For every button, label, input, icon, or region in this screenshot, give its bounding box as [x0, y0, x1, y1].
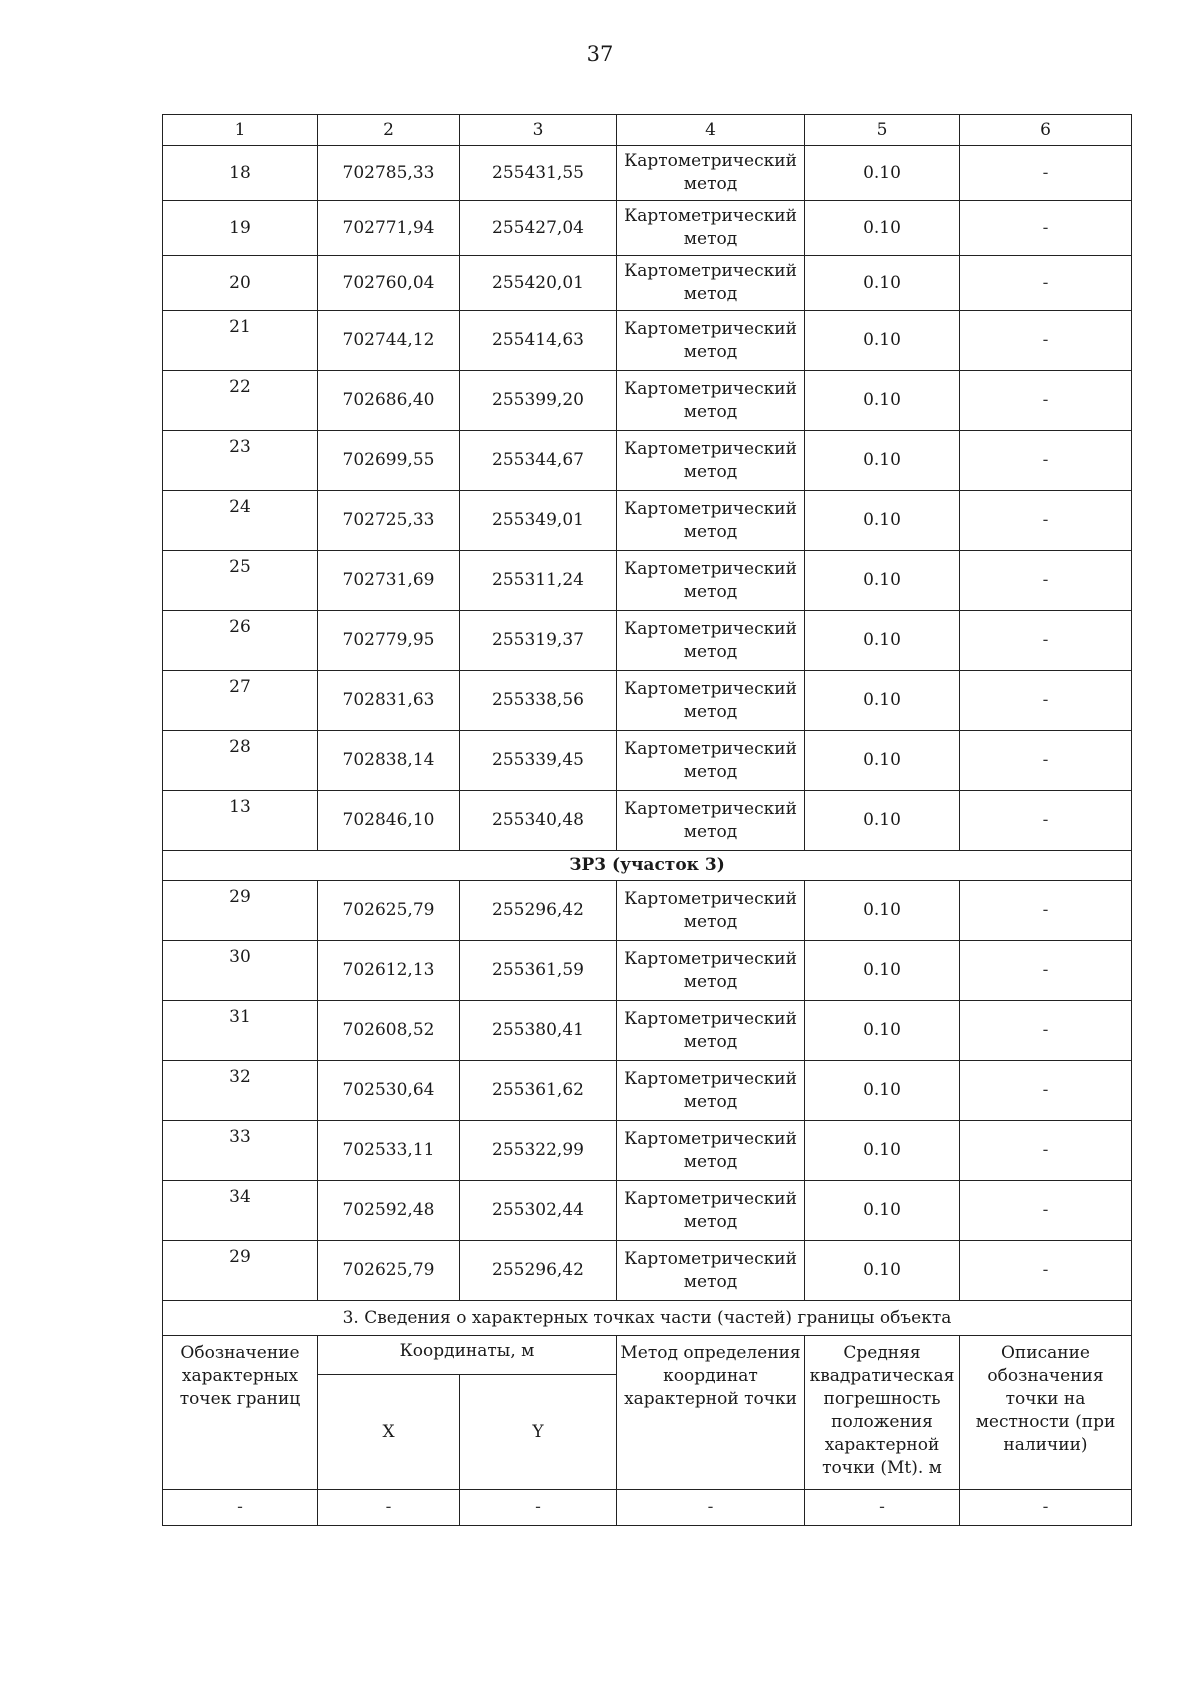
header-cell: 2 [318, 115, 460, 146]
point-number-cell: 29 [163, 1241, 318, 1301]
description-cell: - [960, 1241, 1132, 1301]
table-row [163, 1121, 1132, 1181]
method-cell: Картометрический метод [617, 371, 805, 431]
part3-caption: 3. Сведения о характерных точках части (частей) границы объекта [163, 1301, 1132, 1336]
method-cell: Картометрический метод [617, 201, 805, 256]
point-number-cell: 29 [163, 881, 318, 941]
error-cell: 0.10 [805, 1181, 960, 1241]
error-cell: 0.10 [805, 1001, 960, 1061]
description-cell: - [960, 881, 1132, 941]
x-coordinate-cell: 702686,40 [318, 371, 460, 431]
part3-header-points: Обозначение характерных точек границ [163, 1336, 318, 1490]
table-row [163, 731, 1132, 791]
table-row [163, 881, 1132, 941]
point-number-cell: 18 [163, 146, 318, 201]
column-number-header-row [163, 115, 1132, 146]
table-row [163, 1001, 1132, 1061]
error-cell: 0.10 [805, 256, 960, 311]
y-coordinate-cell: 255399,20 [460, 371, 617, 431]
point-number-cell: 31 [163, 1001, 318, 1061]
description-cell: - [960, 256, 1132, 311]
empty-cell: - [617, 1490, 805, 1526]
description-cell: - [960, 371, 1132, 431]
y-coordinate-cell: 255340,48 [460, 791, 617, 851]
empty-cell: - [460, 1490, 617, 1526]
x-coordinate-cell: 702612,13 [318, 941, 460, 1001]
part3-header-y: Y [460, 1375, 617, 1490]
point-number-cell: 33 [163, 1121, 318, 1181]
error-cell: 0.10 [805, 146, 960, 201]
method-cell: Картометрический метод [617, 311, 805, 371]
error-cell: 0.10 [805, 611, 960, 671]
point-number-cell: 20 [163, 256, 318, 311]
error-cell: 0.10 [805, 551, 960, 611]
point-number-cell: 32 [163, 1061, 318, 1121]
part3-header-method: Метод определения координат характерной точки [617, 1336, 805, 1490]
y-coordinate-cell: 255302,44 [460, 1181, 617, 1241]
x-coordinate-cell: 702760,04 [318, 256, 460, 311]
description-cell: - [960, 1061, 1132, 1121]
section-title: ЗР3 (участок 3) [163, 851, 1132, 881]
table-row [163, 1241, 1132, 1301]
y-coordinate-cell: 255414,63 [460, 311, 617, 371]
table-row [163, 941, 1132, 1001]
section-title-row [163, 851, 1132, 881]
point-number-cell: 30 [163, 941, 318, 1001]
y-coordinate-cell: 255420,01 [460, 256, 617, 311]
empty-cell: - [163, 1490, 318, 1526]
coordinates-table [162, 114, 1132, 1526]
y-coordinate-cell: 255322,99 [460, 1121, 617, 1181]
description-cell: - [960, 146, 1132, 201]
table-row [163, 1061, 1132, 1121]
y-coordinate-cell: 255344,67 [460, 431, 617, 491]
point-number-cell: 28 [163, 731, 318, 791]
table-row [163, 791, 1132, 851]
y-coordinate-cell: 255319,37 [460, 611, 617, 671]
description-cell: - [960, 791, 1132, 851]
x-coordinate-cell: 702608,52 [318, 1001, 460, 1061]
header-cell: 5 [805, 115, 960, 146]
y-coordinate-cell: 255361,62 [460, 1061, 617, 1121]
error-cell: 0.10 [805, 311, 960, 371]
error-cell: 0.10 [805, 1241, 960, 1301]
description-cell: - [960, 611, 1132, 671]
header-cell: 1 [163, 115, 318, 146]
point-number-cell: 27 [163, 671, 318, 731]
x-coordinate-cell: 702846,10 [318, 791, 460, 851]
table-row [163, 611, 1132, 671]
method-cell: Картометрический метод [617, 941, 805, 1001]
table-row [163, 146, 1132, 201]
description-cell: - [960, 1181, 1132, 1241]
point-number-cell: 34 [163, 1181, 318, 1241]
x-coordinate-cell: 702699,55 [318, 431, 460, 491]
part3-caption-row [163, 1301, 1132, 1336]
table-row [163, 371, 1132, 431]
description-cell: - [960, 1121, 1132, 1181]
part3-header-error: Средняя квадратическая погрешность положения характерной точки (Mt). м [805, 1336, 960, 1490]
error-cell: 0.10 [805, 731, 960, 791]
empty-cell: - [318, 1490, 460, 1526]
method-cell: Картометрический метод [617, 551, 805, 611]
x-coordinate-cell: 702530,64 [318, 1061, 460, 1121]
method-cell: Картометрический метод [617, 1181, 805, 1241]
method-cell: Картометрический метод [617, 1061, 805, 1121]
x-coordinate-cell: 702838,14 [318, 731, 460, 791]
y-coordinate-cell: 255349,01 [460, 491, 617, 551]
error-cell: 0.10 [805, 371, 960, 431]
table-row [163, 1181, 1132, 1241]
y-coordinate-cell: 255361,59 [460, 941, 617, 1001]
empty-cell: - [960, 1490, 1132, 1526]
error-cell: 0.10 [805, 431, 960, 491]
part3-empty-row [163, 1490, 1132, 1526]
x-coordinate-cell: 702592,48 [318, 1181, 460, 1241]
y-coordinate-cell: 255338,56 [460, 671, 617, 731]
error-cell: 0.10 [805, 1061, 960, 1121]
y-coordinate-cell: 255427,04 [460, 201, 617, 256]
x-coordinate-cell: 702831,63 [318, 671, 460, 731]
part3-header-x: X [318, 1375, 460, 1490]
y-coordinate-cell: 255311,24 [460, 551, 617, 611]
y-coordinate-cell: 255431,55 [460, 146, 617, 201]
description-cell: - [960, 201, 1132, 256]
part3-header-row [163, 1336, 1132, 1375]
table-row [163, 491, 1132, 551]
x-coordinate-cell: 702731,69 [318, 551, 460, 611]
page-number: 37 [586, 42, 614, 66]
table-row [163, 551, 1132, 611]
description-cell: - [960, 941, 1132, 1001]
y-coordinate-cell: 255380,41 [460, 1001, 617, 1061]
point-number-cell: 24 [163, 491, 318, 551]
error-cell: 0.10 [805, 791, 960, 851]
table-row [163, 671, 1132, 731]
part3-header-coords: Координаты, м [318, 1336, 617, 1375]
error-cell: 0.10 [805, 491, 960, 551]
point-number-cell: 13 [163, 791, 318, 851]
x-coordinate-cell: 702785,33 [318, 146, 460, 201]
description-cell: - [960, 311, 1132, 371]
method-cell: Картометрический метод [617, 256, 805, 311]
description-cell: - [960, 551, 1132, 611]
y-coordinate-cell: 255339,45 [460, 731, 617, 791]
table-row [163, 431, 1132, 491]
part3-header-description: Описание обозначения точки на местности (при наличии) [960, 1336, 1132, 1490]
error-cell: 0.10 [805, 1121, 960, 1181]
x-coordinate-cell: 702625,79 [318, 1241, 460, 1301]
table-row [163, 311, 1132, 371]
method-cell: Картометрический метод [617, 1241, 805, 1301]
method-cell: Картометрический метод [617, 146, 805, 201]
error-cell: 0.10 [805, 881, 960, 941]
x-coordinate-cell: 702533,11 [318, 1121, 460, 1181]
header-cell: 6 [960, 115, 1132, 146]
method-cell: Картометрический метод [617, 1001, 805, 1061]
point-number-cell: 25 [163, 551, 318, 611]
y-coordinate-cell: 255296,42 [460, 881, 617, 941]
x-coordinate-cell: 702744,12 [318, 311, 460, 371]
point-number-cell: 21 [163, 311, 318, 371]
error-cell: 0.10 [805, 941, 960, 1001]
method-cell: Картометрический метод [617, 671, 805, 731]
point-number-cell: 26 [163, 611, 318, 671]
point-number-cell: 23 [163, 431, 318, 491]
method-cell: Картометрический метод [617, 1121, 805, 1181]
header-cell: 4 [617, 115, 805, 146]
empty-cell: - [805, 1490, 960, 1526]
table-row [163, 256, 1132, 311]
x-coordinate-cell: 702625,79 [318, 881, 460, 941]
header-cell: 3 [460, 115, 617, 146]
method-cell: Картометрический метод [617, 431, 805, 491]
point-number-cell: 19 [163, 201, 318, 256]
x-coordinate-cell: 702725,33 [318, 491, 460, 551]
method-cell: Картометрический метод [617, 791, 805, 851]
error-cell: 0.10 [805, 201, 960, 256]
method-cell: Картометрический метод [617, 491, 805, 551]
description-cell: - [960, 491, 1132, 551]
table-row [163, 201, 1132, 256]
method-cell: Картометрический метод [617, 881, 805, 941]
y-coordinate-cell: 255296,42 [460, 1241, 617, 1301]
method-cell: Картометрический метод [617, 611, 805, 671]
description-cell: - [960, 431, 1132, 491]
x-coordinate-cell: 702779,95 [318, 611, 460, 671]
point-number-cell: 22 [163, 371, 318, 431]
method-cell: Картометрический метод [617, 731, 805, 791]
description-cell: - [960, 731, 1132, 791]
x-coordinate-cell: 702771,94 [318, 201, 460, 256]
description-cell: - [960, 1001, 1132, 1061]
description-cell: - [960, 671, 1132, 731]
error-cell: 0.10 [805, 671, 960, 731]
